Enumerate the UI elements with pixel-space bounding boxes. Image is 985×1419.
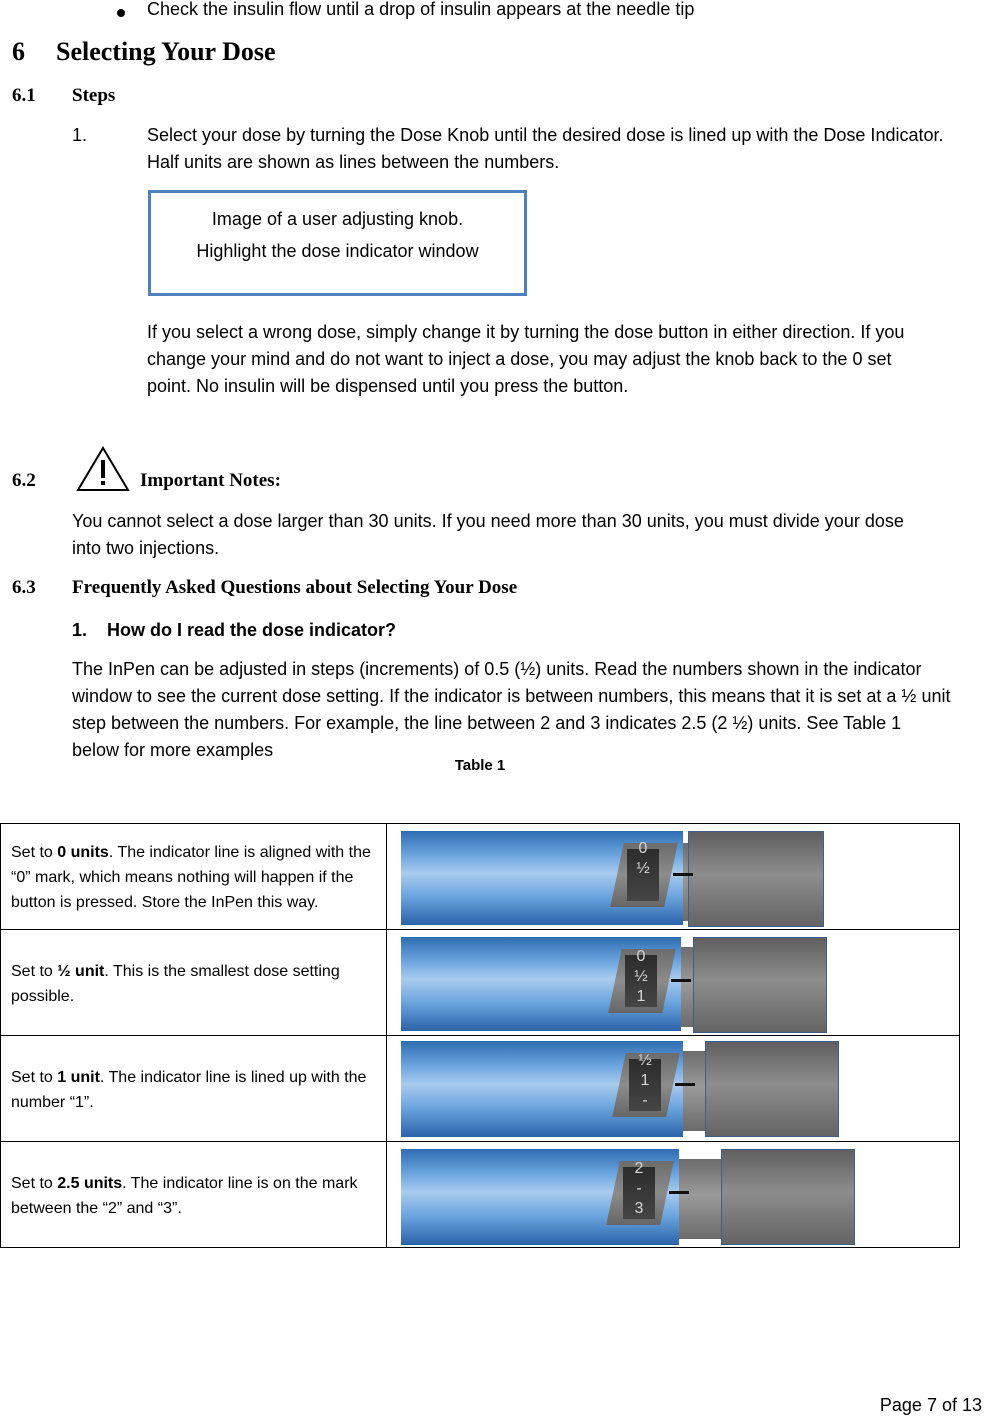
indicator-line [675,1083,695,1086]
table-row [1,1142,960,1248]
section-number: 6 [12,37,25,66]
dose-indicator-window: 0 ½ [610,843,678,907]
faq-question-1: 1. How do I read the dose indicator? [72,620,397,640]
image-placeholder-box [148,190,527,296]
table-row [1,1036,960,1142]
row-description: Set to 2.5 units. The indicator line is on the mark between the “2” and “3”. [1,1142,387,1248]
dose-indicator-window: 2 - 3 [606,1161,674,1225]
placeholder-line-1: Image of a user adjusting knob. [211,209,464,229]
row-image-cell [387,1036,960,1142]
subsection-number: 6.2 [12,470,36,491]
indicator-line [673,873,693,876]
subsection-title: Steps [72,85,116,106]
dose-table [0,823,960,1248]
row-image-cell [387,930,960,1036]
row-description: Set to 0 units. The indicator line is aligned with the “0” mark, which means nothing will happen if the button is pressed. Store the InPen this way. [1,824,387,930]
row-image-cell [387,824,960,930]
page-number: Page 7 of 13 [879,1395,982,1415]
row-description: Set to ½ unit. This is the smallest dose setting possible. [1,930,387,1036]
dose-indicator-window: ½ 1 - [612,1053,680,1117]
warning-triangle-icon [76,446,130,492]
faq-answer-1: The InPen can be adjusted in steps (increments) of 0.5 (½) units. Read the numbers shown in the indicator window to see the current dose setting. If the indicator is between numbers, this means that it is set at a ½ unit step between the numbers. For example, the line between 2 and 3 indicates 2.5 (2 ½) units. See Table 1 below for more examples [72,659,951,760]
step-1-text: Select your dose by turning the Dose Knob until the desired dose is lined up with the Dose Indicator. Half units are shown as lines between the numbers. [147,125,944,172]
section-title: Selecting Your Dose [56,37,276,66]
step-number: 1. [72,125,88,145]
important-notes-text: You cannot select a dose larger than 30 units. If you need more than 30 units, you must divide your dose into two injections. [72,511,904,558]
indicator-line [671,979,691,982]
row-image-cell [387,1142,960,1248]
dose-indicator-window: 0 ½ 1 [608,949,676,1013]
subsection-number: 6.3 [12,577,36,598]
bullet-dot [117,9,125,17]
placeholder-line-2: Highlight the dose indicator window [196,241,479,261]
subsection-title: Frequently Asked Questions about Selecting Your Dose [72,577,518,598]
bullet-text: Check the insulin flow until a drop of insulin appears at the needle tip [147,0,695,19]
table-row [1,824,960,930]
row-description: Set to 1 unit. The indicator line is lined up with the number “1”. [1,1036,387,1142]
indicator-line [669,1191,689,1194]
table-caption: Table 1 [454,757,506,774]
wrong-dose-paragraph: If you select a wrong dose, simply change it by turning the dose button in either direction. If you change your mind and do not want to inject a dose, you may adjust the knob back to the 0 set point. No insulin will be dispensed until you press the button. [147,322,905,396]
table-row [1,930,960,1036]
subsection-number: 6.1 [12,85,36,106]
subsection-title: Important Notes: [140,470,281,491]
